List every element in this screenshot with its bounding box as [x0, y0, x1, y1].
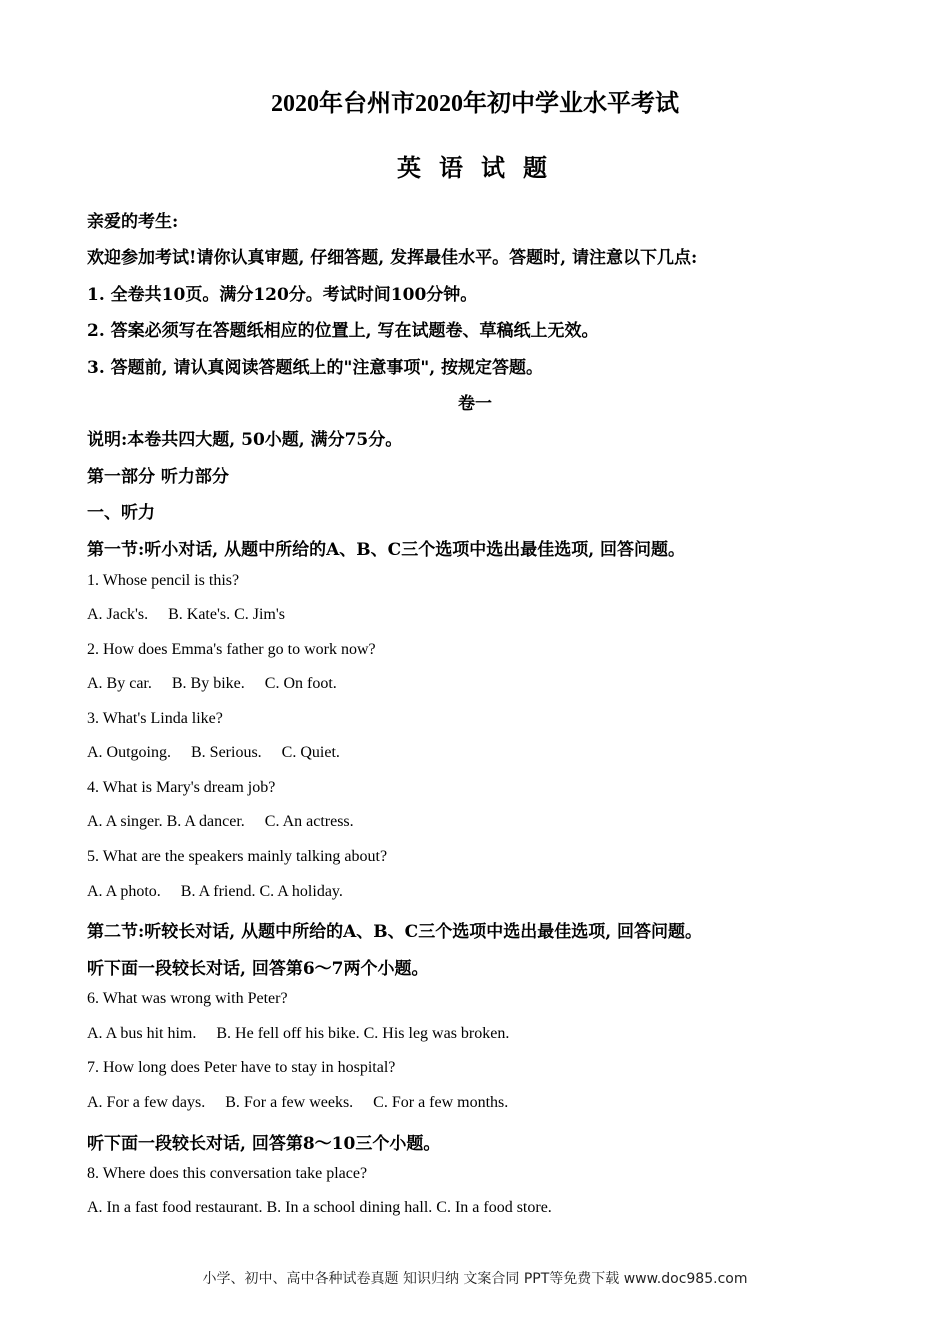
- option-a: A. Jack's.: [87, 606, 149, 623]
- options-7: [87, 1094, 508, 1112]
- option-b: B. A friend.: [180, 883, 256, 900]
- option-c: C. On foot.: [264, 675, 337, 692]
- option-c: C. For a few months.: [373, 1094, 509, 1111]
- options-1: [87, 606, 285, 624]
- option-a: A. By car.: [87, 675, 152, 692]
- volume-heading: 卷一: [458, 394, 492, 414]
- option-a: A. A photo.: [87, 883, 161, 900]
- volume-description: 说明:本卷共四大题, 50小题, 满分75分。: [87, 430, 403, 450]
- option-b: B. Serious.: [191, 744, 262, 761]
- option-a: A. Outgoing.: [87, 744, 171, 761]
- options-2: [87, 675, 337, 693]
- option-b: B. By bike.: [171, 675, 245, 692]
- question-2: 2. How does Emma's father go to work now?: [87, 641, 376, 658]
- option-c: C. Jim's: [234, 606, 285, 623]
- option-b: B. A dancer.: [166, 813, 245, 830]
- option-c: C. In a food store.: [436, 1199, 552, 1216]
- question-6: 6. What was wrong with Peter?: [87, 990, 288, 1007]
- option-c: C. An actress.: [264, 813, 354, 830]
- question-5: 5. What are the speakers mainly talking about?: [87, 848, 388, 865]
- question-8: 8. Where does this conversation take place?: [87, 1165, 368, 1182]
- options-3: [87, 744, 340, 762]
- note-1: 1. 全卷共10页。满分120分。考试时间100分钟。: [87, 285, 478, 305]
- option-b: B. In a school dining hall.: [266, 1199, 433, 1216]
- option-b: B. He fell off his bike.: [216, 1025, 360, 1042]
- section-2-instructions: 第二节:听较长对话, 从题中所给的A、B、C三个选项中选出最佳选项, 回答问题。: [87, 922, 703, 942]
- question-4: 4. What is Mary's dream job?: [87, 779, 276, 796]
- option-a: A. A singer.: [87, 813, 163, 830]
- question-3: 3. What's Linda like?: [87, 710, 223, 727]
- greeting: 亲爱的考生:: [87, 212, 179, 232]
- option-c: C. His leg was broken.: [363, 1025, 510, 1042]
- section-1-instructions: 第一节:听小对话, 从题中所给的A、B、C三个选项中选出最佳选项, 回答问题。: [87, 540, 686, 560]
- option-a: A. In a fast food restaurant.: [87, 1199, 263, 1216]
- exam-subtitle: 英 语 试 题: [397, 156, 553, 182]
- question-7: 7. How long does Peter have to stay in hospital?: [87, 1059, 396, 1076]
- note-3: 3. 答题前, 请认真阅读答题纸上的"注意事项", 按规定答题。: [87, 358, 544, 378]
- option-b: B. For a few weeks.: [225, 1094, 354, 1111]
- welcome-text: 欢迎参加考试!请你认真审题, 仔细答题, 发挥最佳水平。答题时, 请注意以下几点:: [87, 248, 698, 268]
- exam-title: 2020年台州市2020年初中学业水平考试: [271, 91, 679, 117]
- options-6: [87, 1025, 509, 1043]
- listening-heading: 一、听力: [87, 503, 155, 523]
- question-1: 1. Whose pencil is this?: [87, 572, 240, 589]
- part-heading: 第一部分 听力部分: [87, 467, 229, 487]
- option-b: B. Kate's.: [168, 606, 231, 623]
- option-a: A. A bus hit him.: [87, 1025, 197, 1042]
- page-footer: 小学、初中、高中各种试卷真题 知识归纳 文案合同 PPT等免费下载 www.doc985.com: [202, 1271, 748, 1287]
- dialogue-1-instructions: 听下面一段较长对话, 回答第6～7两个小题。: [87, 959, 429, 979]
- options-8: [87, 1199, 552, 1217]
- option-c: C. Quiet.: [281, 744, 340, 761]
- dialogue-2-instructions: 听下面一段较长对话, 回答第8～10三个小题。: [87, 1134, 441, 1154]
- option-a: A. For a few days.: [87, 1094, 206, 1111]
- option-c: C. A holiday.: [259, 883, 343, 900]
- options-4: [87, 813, 354, 831]
- options-5: [87, 883, 343, 901]
- note-2: 2. 答案必须写在答题纸相应的位置上, 写在试题卷、草稿纸上无效。: [87, 321, 599, 341]
